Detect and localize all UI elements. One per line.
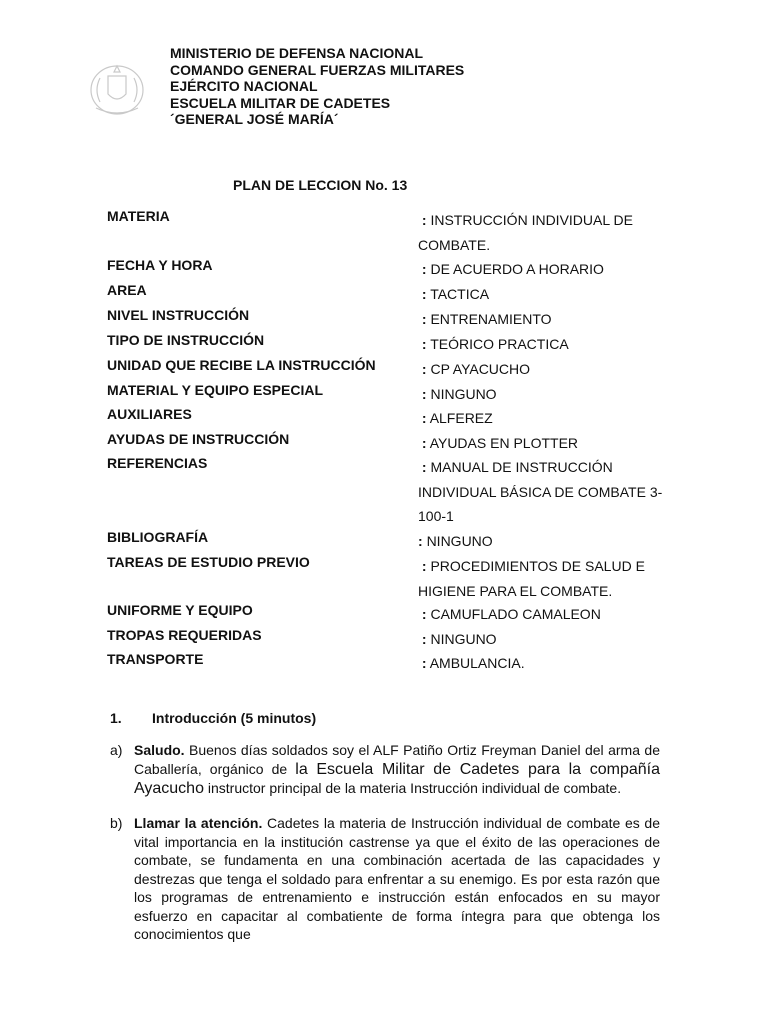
field-value: : NINGUNO <box>421 631 497 647</box>
field-value: : DE ACUERDO A HORARIO <box>421 261 604 277</box>
plan-title: PLAN DE LECCION No. 13 <box>233 177 408 193</box>
header-line-command: COMANDO GENERAL FUERZAS MILITARES <box>170 61 465 78</box>
field-value: : ENTRENAMIENTO <box>421 311 552 327</box>
field-value: : TACTICA <box>421 286 490 302</box>
field-label: BIBLIOGRAFÍA <box>107 529 209 545</box>
header-line-army: EJÉRCITO NACIONAL <box>170 78 318 95</box>
field-value: : CP AYACUCHO <box>421 361 531 377</box>
paragraph-lead: Llamar la atención. <box>134 815 263 831</box>
paragraph-lead: Saludo. <box>134 742 185 758</box>
document-header <box>170 45 464 128</box>
field-label: MATERIAL Y EQUIPO ESPECIAL <box>107 382 324 398</box>
field-label: UNIDAD QUE RECIBE LA INSTRUCCIÓN <box>107 357 376 373</box>
coat-of-arms-emblem <box>86 58 148 120</box>
field-label: FECHA Y HORA <box>107 257 213 273</box>
field-value: : INSTRUCCIÓN INDIVIDUAL DE COMBATE. <box>418 212 633 253</box>
header-line-general: ´GENERAL JOSÉ MARÍA´ <box>170 111 339 128</box>
field-label: AREA <box>107 282 147 298</box>
field-label: REFERENCIAS <box>107 455 208 471</box>
field-value: : CAMUFLADO CAMALEON <box>421 606 601 622</box>
section-number: 1. <box>110 710 122 726</box>
field-label: TRANSPORTE <box>107 651 204 667</box>
field-label: AUXILIARES <box>107 406 192 422</box>
field-label: NIVEL INSTRUCCIÓN <box>107 307 250 323</box>
field-value: : AYUDAS EN PLOTTER <box>421 435 579 451</box>
field-label: UNIFORME Y EQUIPO <box>107 602 253 618</box>
field-value: : PROCEDIMIENTOS DE SALUD E HIGIENE PARA EL COMBATE. <box>418 558 645 599</box>
field-value: : NINGUNO <box>418 533 493 549</box>
field-value: : NINGUNO <box>421 386 497 402</box>
field-value: : TEÓRICO PRACTICA <box>421 336 569 352</box>
paragraph-marker: a) <box>110 742 123 758</box>
paragraph-a: a) Saludo. Buenos días soldados soy el ALF Patiño Ortiz Freyman Daniel del arma de Caballería, orgánico de la Escuela Militar de Cadetes para la compañía Ayacucho instructor principal de la materia Instrucción individual de combate. <box>110 742 660 797</box>
paragraph-b: b) Llamar la atención. Cadetes la materia de Instrucción individual de combate es de vital importancia en la institución castrense ya que el éxito de las operaciones de combate, se fundamenta en una combinación acertada de las capacidades y destrezas que tenga el soldado para enfrentar a su enemigo. Es por esta razón que los programas de entrenamiento e instrucción están enfocados en su mayor esfuerzo en capacitar al combatiente de forma íntegra para que obtenga los conocimientos que <box>110 815 660 942</box>
field-value: : ALFEREZ <box>421 410 493 426</box>
field-label: TROPAS REQUERIDAS <box>107 627 262 643</box>
field-label: TIPO DE INSTRUCCIÓN <box>107 332 265 348</box>
section-title: Introducción (5 minutos) <box>152 710 317 726</box>
section-heading <box>110 710 316 726</box>
field-label: TAREAS DE ESTUDIO PREVIO <box>107 554 310 570</box>
header-line-ministry: MINISTERIO DE DEFENSA NACIONAL <box>170 45 424 61</box>
field-value: : MANUAL DE INSTRUCCIÓN INDIVIDUAL BÁSICA DE COMBATE 3-100-1 <box>418 459 663 524</box>
field-value: : AMBULANCIA. <box>421 655 525 671</box>
paragraph-marker: b) <box>110 815 123 831</box>
field-label: AYUDAS DE INSTRUCCIÓN <box>107 431 290 447</box>
header-line-school: ESCUELA MILITAR DE CADETES <box>170 94 391 111</box>
field-label: MATERIA <box>107 208 170 224</box>
